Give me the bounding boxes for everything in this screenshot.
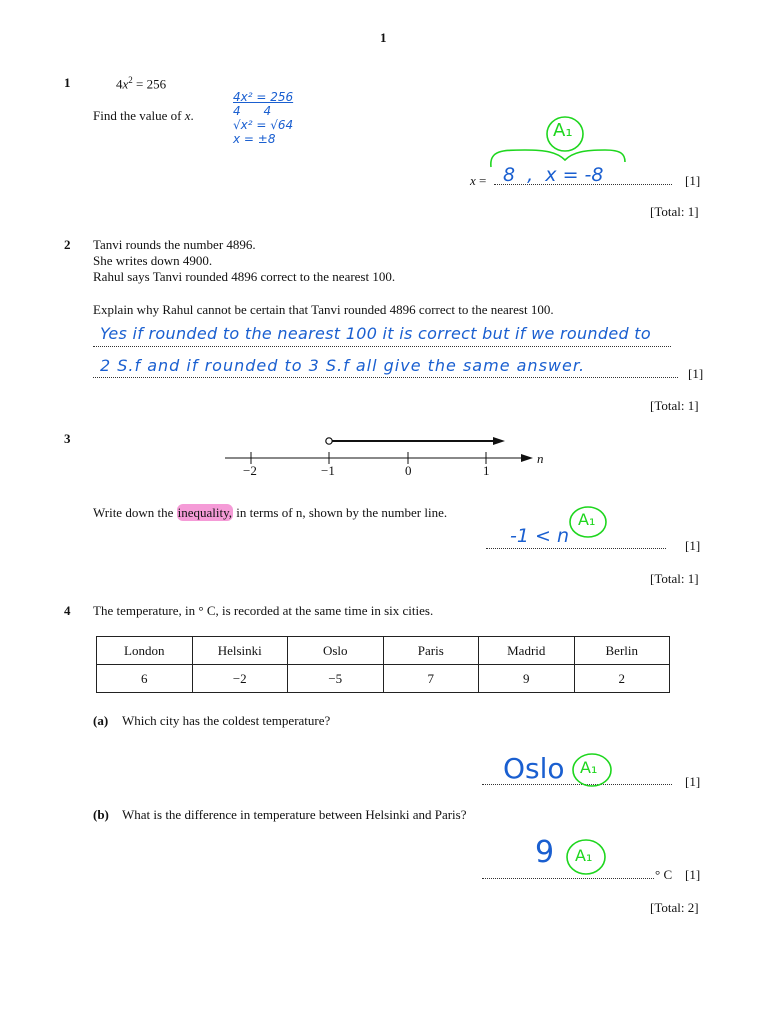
highlight-inequality: inequality, (177, 505, 232, 520)
table-row (97, 637, 670, 665)
q4a-label: (a) (93, 713, 109, 728)
q3-number: 3 (64, 431, 71, 446)
table-header-cell: Madrid (479, 637, 575, 665)
q3-mark-tag: A₁ (578, 510, 596, 529)
q2-answer-1: Yes if rounded to the nearest 100 it is correct but if we rounded to (100, 324, 651, 343)
q3-instruction: Write down the inequality, in terms of n, shown by the number line. (93, 505, 448, 520)
q1-working-line: 4 4 (233, 104, 272, 118)
q2-line: Tanvi rounds the number 4896. (93, 237, 256, 252)
number-line-arrowhead (521, 454, 533, 462)
number-line-variable: n (537, 451, 544, 466)
q4b-answer: 9 (535, 835, 555, 870)
page-number: 1 (380, 30, 387, 45)
q4a-marks: [1] (685, 774, 701, 789)
table-row (97, 665, 670, 693)
table-header-cell: Oslo (288, 637, 384, 665)
table-cell: 6 (97, 665, 193, 693)
q1-mark-tag: A₁ (553, 120, 573, 141)
table-cell: −5 (288, 665, 384, 693)
q3-marks: [1] (685, 538, 701, 553)
q4b-label: (b) (93, 807, 109, 822)
number-line-tick-label: 0 (405, 463, 412, 478)
q3-answer: -1 < n (510, 525, 569, 547)
temperature-table (96, 636, 670, 693)
open-circle (326, 438, 332, 444)
q1-marks: [1] (685, 173, 701, 188)
q4-intro: The temperature, in ° C, is recorded at the same time in six cities. (93, 603, 434, 618)
table-cell: 2 (574, 665, 670, 693)
q2-line: She writes down 4900. (93, 253, 213, 268)
number-line-tick-label: 1 (483, 463, 490, 478)
table-cell: 7 (383, 665, 479, 693)
q2-marks: [1] (688, 366, 704, 381)
q4-total: [Total: 2] (650, 900, 699, 915)
q3-total: [Total: 1] (650, 571, 699, 586)
table-header-cell: Helsinki (192, 637, 288, 665)
q4a-mark-tag: A₁ (580, 758, 598, 777)
q1-answer-prefix: x = (470, 173, 487, 188)
q4b-mark-tag: A₁ (575, 846, 593, 865)
number-line-tick-label: −2 (243, 463, 257, 478)
q1-working-line: √x² = √64 (233, 118, 294, 132)
q1-total: [Total: 1] (650, 204, 699, 219)
q4b-unit: ° C (655, 867, 673, 882)
q2-stem (93, 237, 395, 285)
table-header-cell: Berlin (574, 637, 670, 665)
q2-total: [Total: 1] (650, 398, 699, 413)
q1-equation: $4x^2 = 256$ (116, 75, 167, 92)
number-line (220, 430, 540, 470)
number-line-tick-label: −1 (321, 463, 335, 478)
q4b-answer-line (482, 878, 654, 879)
q1-number: 1 (64, 75, 71, 90)
table-cell: 9 (479, 665, 575, 693)
q1-working-line: 4x² = 256 (233, 90, 294, 104)
q4a-answer: Oslo (503, 752, 565, 785)
q2-answer-2: 2 S.f and if rounded to 3 S.f all give the same answer. (100, 356, 586, 375)
q4b-question: What is the difference in temperature between Helsinki and Paris? (122, 807, 467, 822)
q1-question: Find the value of x. (93, 108, 194, 123)
table-cell: −2 (192, 665, 288, 693)
q2-answer-line-2 (93, 377, 678, 378)
q1-answer: 8 , x = -8 (503, 164, 604, 186)
q2-instruction: Explain why Rahul cannot be certain that Tanvi rounded 4896 correct to the nearest 100. (93, 302, 554, 317)
q2-number: 2 (64, 237, 71, 252)
table-header-cell: Paris (383, 637, 479, 665)
q2-line: Rahul says Tanvi rounded 4896 correct to the nearest 100. (93, 269, 396, 284)
q2-answer-line-1 (93, 346, 671, 347)
solution-ray-arrowhead (493, 437, 505, 445)
q1-working-line: x = ±8 (233, 132, 276, 146)
q1-working (233, 90, 293, 146)
q3-answer-line (486, 548, 666, 549)
q4-number: 4 (64, 603, 71, 618)
q4a-question: Which city has the coldest temperature? (122, 713, 331, 728)
q4b-marks: [1] (685, 867, 701, 882)
table-header-cell: London (97, 637, 193, 665)
